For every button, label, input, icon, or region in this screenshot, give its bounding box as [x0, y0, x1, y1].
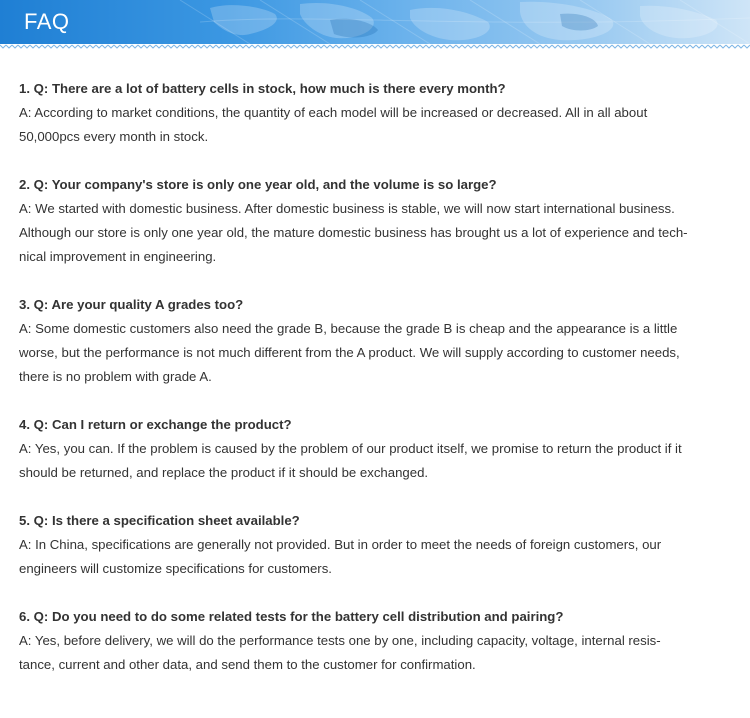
faq-list: [19, 77, 731, 701]
faq-answer-line: A: Yes, you can. If the problem is caused by the problem of our product itself, we promise to return the product if it: [19, 441, 682, 456]
faq-answer-line: nical improvement in engineering.: [19, 249, 217, 264]
faq-answer-line: there is no problem with grade A.: [19, 369, 212, 384]
faq-item: [19, 173, 731, 269]
faq-answer-line: engineers will customize specifications for customers.: [19, 561, 332, 576]
faq-question: 6. Q: Do you need to do some related tests for the battery cell distribution and pairing?: [19, 609, 564, 624]
faq-answer-line: A: According to market conditions, the quantity of each model will be increased or decreased. All in all about: [19, 105, 648, 120]
faq-answer-line: A: Yes, before delivery, we will do the performance tests one by one, including capacity, voltage, internal resis-: [19, 633, 661, 648]
faq-answer-line: worse, but the performance is not much different from the A product. We will supply according to customer needs,: [19, 345, 680, 360]
faq-banner: [0, 0, 750, 44]
faq-question: 1. Q: There are a lot of battery cells in stock, how much is there every month?: [19, 81, 506, 96]
faq-answer-line: should be returned, and replace the product if it should be exchanged.: [19, 465, 429, 480]
world-map-texture: [0, 0, 750, 44]
faq-item: [19, 605, 731, 677]
faq-answer-line: Although our store is only one year old, the mature domestic business has brought us a lot of experience and tech-: [19, 225, 688, 240]
faq-question: 3. Q: Are your quality A grades too?: [19, 297, 244, 312]
faq-answer-line: A: In China, specifications are generally not provided. But in order to meet the needs of foreign customers, our: [19, 537, 662, 552]
faq-item: [19, 293, 731, 389]
faq-item: [19, 509, 731, 581]
banner-divider: [0, 44, 750, 50]
faq-question: 2. Q: Your company's store is only one year old, and the volume is so large?: [19, 177, 497, 192]
faq-answer-line: A: Some domestic customers also need the grade B, because the grade B is cheap and the appearance is a little: [19, 321, 678, 336]
faq-answer-line: 50,000pcs every month in stock.: [19, 129, 209, 144]
faq-question: 5. Q: Is there a specification sheet available?: [19, 513, 300, 528]
faq-question: 4. Q: Can I return or exchange the product?: [19, 417, 292, 432]
faq-item: [19, 77, 731, 149]
faq-item: [19, 413, 731, 485]
faq-answer-line: tance, current and other data, and send them to the customer for confirmation.: [19, 657, 476, 672]
page-title: FAQ: [24, 9, 70, 34]
faq-answer-line: A: We started with domestic business. After domestic business is stable, we will now start international business.: [19, 201, 675, 216]
